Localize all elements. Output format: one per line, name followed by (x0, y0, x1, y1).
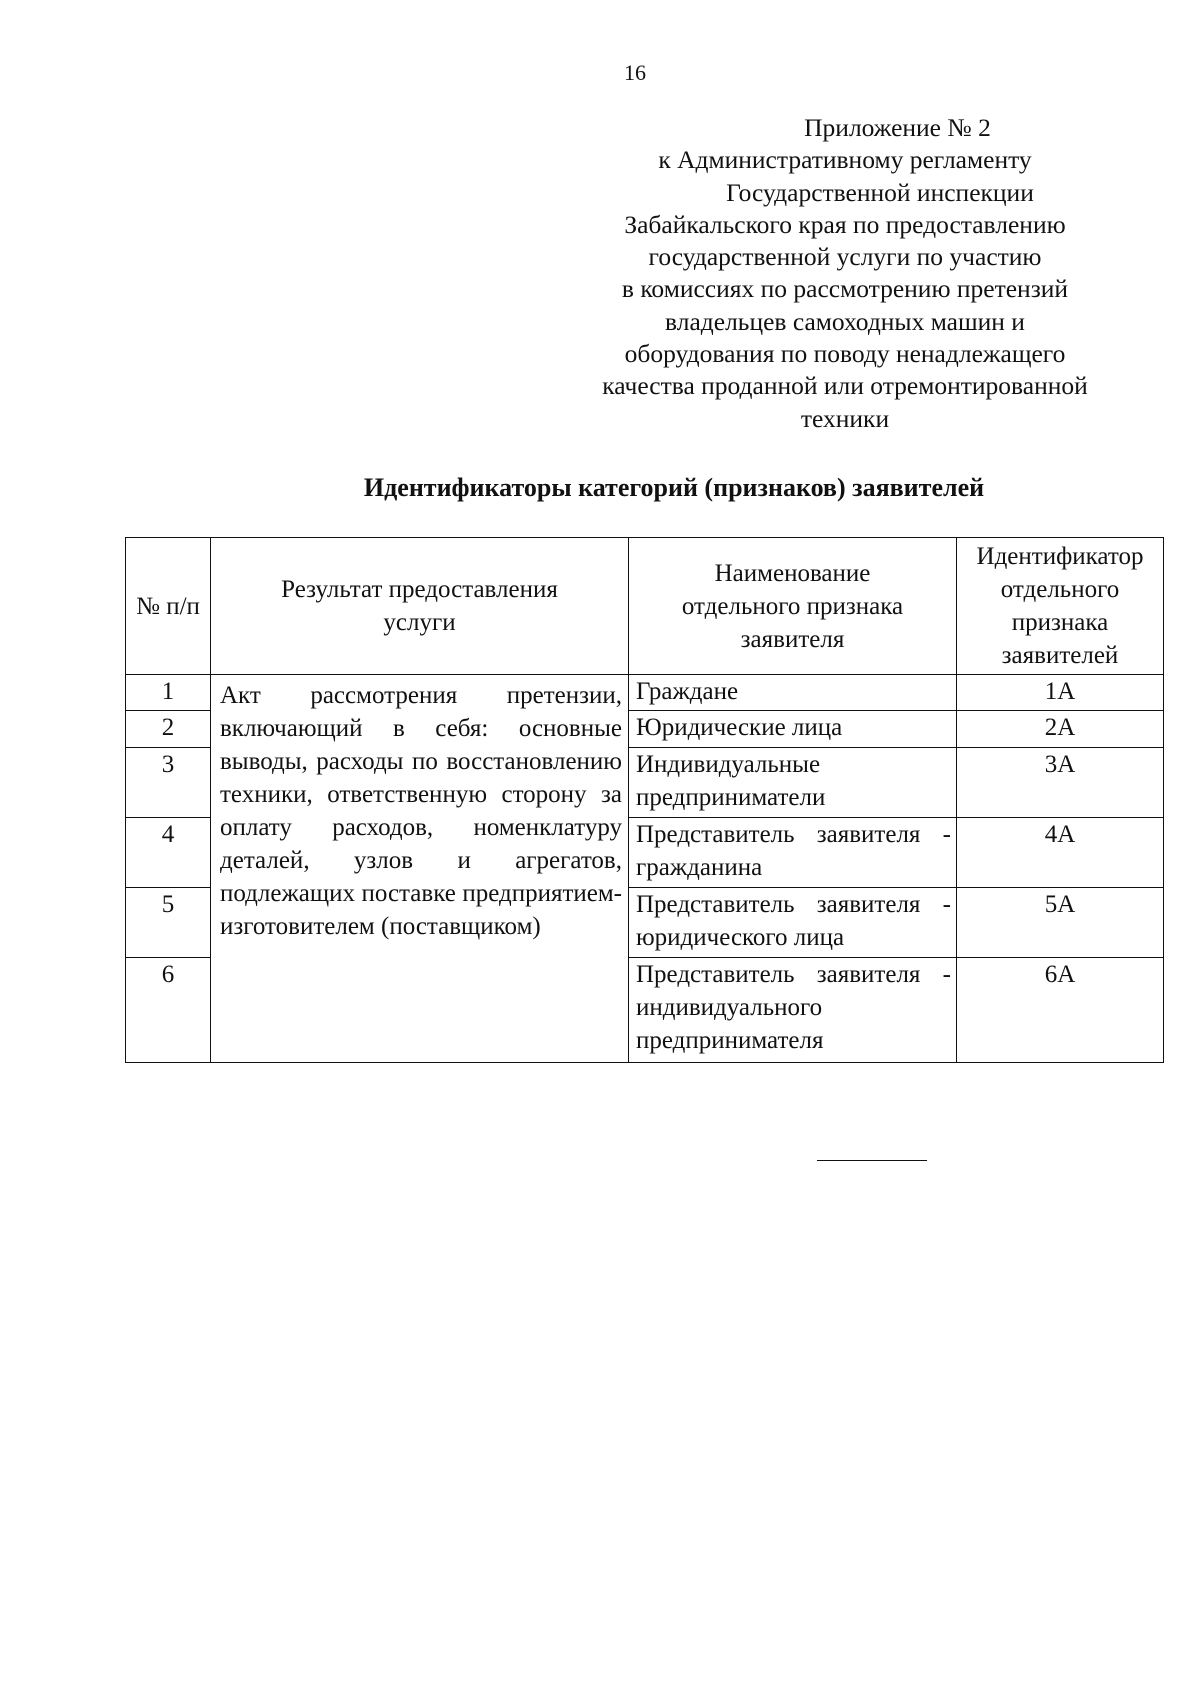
page-number: 16 (624, 60, 646, 85)
row-number: 6 (126, 958, 211, 1063)
header-id: Идентификатор отдельного признака заявителей (957, 538, 1164, 675)
row-number: 4 (126, 818, 211, 888)
applicant-id: 5А (957, 888, 1164, 958)
applicant-id: 2А (957, 711, 1164, 748)
header-name: Наименование отдельного признака заявителя (629, 538, 957, 675)
appendix-line: техники (800, 403, 890, 433)
applicant-id: 3А (957, 748, 1164, 818)
applicant-id: 1А (957, 675, 1164, 711)
identifiers-table (125, 537, 1164, 1063)
applicant-category: Представитель заявителя - юридического лица (629, 888, 957, 958)
applicant-category: Представитель заявителя - гражданина (629, 818, 957, 888)
applicant-category: Индивидуальные предприниматели (629, 748, 957, 818)
appendix-heading (575, 112, 1115, 435)
appendix-line: Приложение № 2 (804, 113, 991, 142)
appendix-line: владельцев самоходных машин и (665, 306, 1025, 336)
appendix-line: в комиссиях по рассмотрению претензий (621, 274, 1069, 304)
header-result: Результат предоставления услуги (211, 538, 629, 675)
row-number: 2 (126, 711, 211, 748)
row-number: 3 (126, 748, 211, 818)
appendix-line: Государственной инспекции (726, 177, 1034, 207)
service-result-cell: Акт рассмотрения претензии, включающий в себя: основные выводы, расходы по восстановлению техники, ответственную сторону за оплату расходов, номенклатуру деталей, узлов и агрегатов, подлежащих поставке предприятием-изготовителем (поставщиком) (211, 675, 629, 1063)
row-number: 1 (126, 675, 211, 711)
applicant-id: 4А (957, 818, 1164, 888)
applicant-category: Представитель заявителя - индивидуального предпринимателя (629, 958, 957, 1063)
applicant-category: Граждане (629, 675, 957, 711)
table-header-row (126, 538, 1164, 675)
appendix-line: качества проданной или отремонтированной (602, 371, 1088, 401)
row-number: 5 (126, 888, 211, 958)
table-row (126, 675, 1164, 711)
appendix-line: государственной услуги по участию (648, 242, 1042, 272)
applicant-id: 6А (957, 958, 1164, 1063)
appendix-line: Забайкальского края по предоставлению (624, 209, 1066, 239)
applicant-category: Юридические лица (629, 711, 957, 748)
document-title: Идентификаторы категорий (признаков) заявителей (363, 473, 985, 502)
end-divider (817, 1160, 927, 1161)
appendix-line: оборудования по поводу ненадлежащего (624, 339, 1066, 369)
header-no: № п/п (126, 538, 211, 675)
appendix-line: к Административному регламенту (658, 145, 1032, 175)
